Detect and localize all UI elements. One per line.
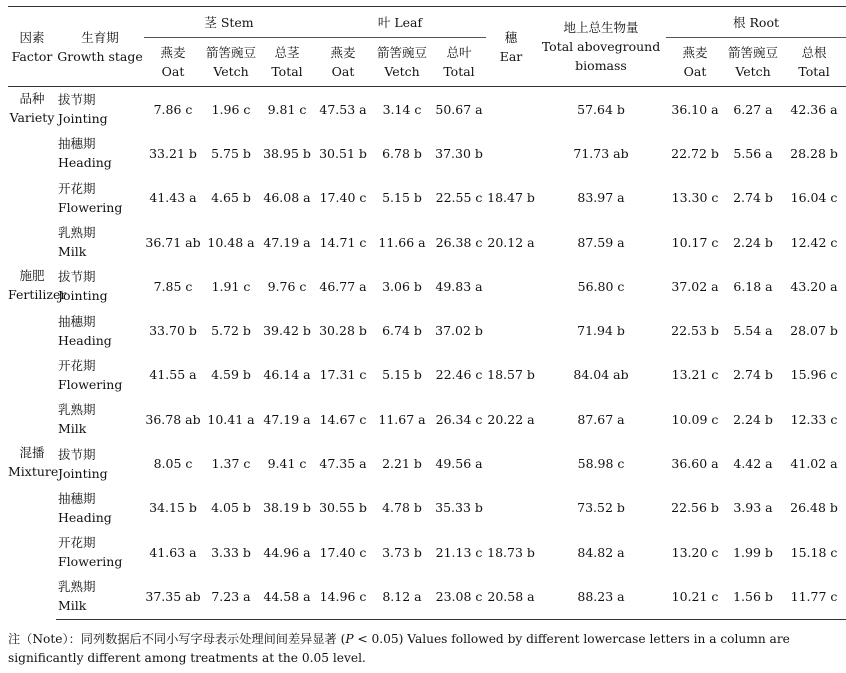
table-row (8, 220, 846, 264)
table-body (8, 87, 846, 620)
value-cell: 16.04 c (790, 190, 838, 206)
vetch-zh: 箭筈豌豆 (376, 45, 427, 60)
value-cell: 10.48 a (207, 234, 255, 250)
stage-en: Flowering (58, 376, 123, 392)
stage-zh: 抽穗期 (58, 490, 96, 506)
value-cell: 22.46 c (435, 367, 483, 383)
stage-en: Jointing (58, 288, 108, 304)
stage-en: Heading (58, 155, 112, 171)
stage-zh: 乳熟期 (58, 579, 96, 595)
value-cell: 7.86 c (153, 101, 193, 117)
note-line2: significantly different among treatments at the 0.05 level. (8, 651, 366, 665)
oat-zh: 燕麦 (160, 45, 186, 60)
value-cell: 36.71 ab (145, 234, 201, 250)
value-cell: 17.40 c (319, 544, 367, 560)
value-cell: 2.74 b (733, 190, 773, 206)
value-cell: 49.56 a (435, 456, 483, 472)
value-cell: 49.83 a (435, 278, 483, 294)
value-cell: 71.73 ab (573, 145, 629, 161)
stem-total-zh: 总茎 (274, 45, 300, 60)
value-cell: 3.06 b (382, 278, 422, 294)
note-prefix: 注（Note）：同列数据后不同小写字母表示处理间间差异显著 ( (8, 632, 346, 646)
value-cell: 44.58 a (260, 574, 314, 619)
value-cell: 20.22 a (487, 411, 535, 427)
oat-en: Oat (161, 64, 185, 79)
value-cell: 6.18 a (733, 278, 773, 294)
value-cell: 30.51 b (319, 145, 367, 161)
value-cell: 26.48 b (790, 500, 838, 516)
value-cell: 22.72 b (671, 145, 719, 161)
value-cell: 33.21 b (149, 145, 197, 161)
stage-cell (56, 220, 144, 264)
header-leaf-oat (314, 38, 372, 87)
value-cell: 13.20 c (671, 544, 719, 560)
value-cell: 4.42 a (733, 456, 773, 472)
factor-zh: 施肥 (19, 268, 45, 284)
stage-en: Milk (58, 244, 87, 260)
value-cell: 71.94 b (577, 323, 625, 339)
stage-en: Flowering (58, 554, 123, 570)
value-cell: 10.17 c (671, 234, 719, 250)
value-cell: 9.41 c (267, 456, 307, 472)
factor-en: Fertilizer (8, 287, 67, 303)
stage-cell (56, 353, 144, 397)
header-stage-en: Growth stage (57, 48, 143, 64)
value-cell: 5.72 b (211, 323, 251, 339)
value-cell: 4.65 b (211, 190, 251, 206)
value-cell: 2.74 b (733, 367, 773, 383)
stage-en: Flowering (58, 199, 123, 215)
stage-zh: 拔节期 (58, 446, 96, 462)
value-cell: 5.75 b (211, 145, 251, 161)
stage-cell (56, 486, 144, 530)
value-cell: 11.67 a (378, 411, 426, 427)
value-cell: 22.55 c (435, 190, 483, 206)
stage-cell (56, 308, 144, 352)
value-cell: 3.14 c (382, 101, 422, 117)
table-row (8, 574, 846, 619)
value-cell: 17.40 c (319, 190, 367, 206)
value-cell: 2.24 b (733, 234, 773, 250)
value-cell: 3.73 b (382, 544, 422, 560)
header-ear-zh: 穗 (504, 29, 518, 45)
header-factor (8, 7, 56, 87)
value-cell: 22.56 b (671, 500, 719, 516)
table-row (8, 264, 846, 308)
factor-cell (8, 441, 59, 619)
factor-cell (8, 87, 56, 265)
header-stage-zh: 生育期 (81, 29, 119, 45)
value-cell: 11.77 c (782, 574, 846, 619)
header-stem: 茎 Stem (144, 7, 314, 38)
vetch-en: Vetch (735, 64, 771, 79)
header-stem-oat (144, 38, 202, 87)
stage-cell (56, 441, 144, 485)
stage-cell (56, 176, 144, 220)
value-cell: 46.08 a (263, 190, 311, 206)
value-cell: 2.21 b (382, 456, 422, 472)
value-cell: 6.78 b (382, 145, 422, 161)
value-cell: 3.93 a (733, 500, 773, 516)
value-cell: 35.33 b (435, 500, 483, 516)
leaf-total-en: Total (443, 64, 475, 79)
leaf-total-zh: 总叶 (446, 45, 472, 60)
stage-zh: 拔节期 (58, 92, 96, 108)
value-cell: 37.02 a (671, 278, 719, 294)
stage-zh: 开花期 (58, 535, 96, 551)
value-cell: 20.12 a (487, 234, 535, 250)
header-biomass-en2: biomass (575, 58, 627, 73)
stage-zh: 开花期 (58, 357, 96, 373)
value-cell: 1.96 c (211, 101, 251, 117)
vetch-zh: 箭筈豌豆 (728, 45, 779, 60)
value-cell: 56.80 c (577, 278, 625, 294)
value-cell: 87.59 a (577, 234, 625, 250)
value-cell: 87.67 a (577, 411, 625, 427)
value-cell: 30.55 b (319, 500, 367, 516)
stage-en: Heading (58, 509, 112, 525)
oat-zh: 燕麦 (330, 45, 356, 60)
oat-en: Oat (331, 64, 355, 79)
table-row (8, 530, 846, 574)
data-table-container (8, 6, 838, 620)
value-cell: 39.42 b (263, 323, 311, 339)
header-biomass-en1: Total aboveground (541, 39, 661, 54)
stage-en: Jointing (58, 465, 108, 481)
value-cell: 6.27 a (733, 101, 773, 117)
vetch-en: Vetch (213, 64, 249, 79)
value-cell: 41.55 a (149, 367, 197, 383)
value-cell: 33.70 b (149, 323, 197, 339)
value-cell: 36.60 a (671, 456, 719, 472)
factor-en: Mixture (8, 464, 59, 480)
oat-en: Oat (683, 64, 707, 79)
value-cell: 13.21 c (671, 367, 719, 383)
vetch-en: Vetch (384, 64, 420, 79)
value-cell: 42.36 a (790, 101, 838, 117)
vetch-zh: 箭筈豌豆 (205, 45, 256, 60)
table-row (8, 87, 846, 132)
value-cell (486, 131, 536, 175)
value-cell: 4.05 b (211, 500, 251, 516)
table-row (8, 176, 846, 220)
table-header (8, 7, 846, 87)
stage-cell (56, 264, 144, 308)
header-root-vetch (724, 38, 782, 87)
value-cell: 9.76 c (267, 278, 307, 294)
root-total-zh: 总根 (801, 45, 827, 60)
value-cell: 14.67 c (319, 411, 367, 427)
stage-cell (56, 574, 144, 619)
header-ear (486, 7, 536, 87)
value-cell: 1.37 c (211, 456, 251, 472)
header-leaf-total (432, 38, 486, 87)
value-cell: 5.15 b (382, 367, 422, 383)
value-cell: 8.05 c (153, 456, 193, 472)
value-cell (486, 264, 536, 308)
stage-en: Heading (58, 332, 112, 348)
value-cell: 26.34 c (435, 411, 483, 427)
value-cell: 9.81 c (267, 101, 307, 117)
value-cell: 6.74 b (382, 323, 422, 339)
note-suffix: < 0.05) Values followed by different lowercase letters in a column are (353, 632, 790, 646)
value-cell: 1.56 b (724, 574, 782, 619)
value-cell: 47.53 a (319, 101, 367, 117)
value-cell: 36.78 ab (145, 411, 201, 427)
value-cell: 20.58 a (486, 574, 536, 619)
value-cell: 7.23 a (202, 574, 260, 619)
value-cell: 22.53 b (671, 323, 719, 339)
value-cell: 5.15 b (382, 190, 422, 206)
header-biomass (536, 7, 666, 87)
value-cell: 41.02 a (790, 456, 838, 472)
header-root: 根 Root (666, 7, 846, 38)
header-factor-zh: 因素 (19, 29, 45, 45)
header-stem-vetch (202, 38, 260, 87)
value-cell: 47.19 a (263, 411, 311, 427)
value-cell: 34.15 b (149, 500, 197, 516)
value-cell: 2.24 b (733, 411, 773, 427)
header-leaf: 叶 Leaf (314, 7, 486, 38)
table-row (8, 308, 846, 352)
value-cell: 46.77 a (319, 278, 367, 294)
oat-zh: 燕麦 (682, 45, 708, 60)
stage-zh: 抽穗期 (58, 136, 96, 152)
stage-en: Milk (58, 598, 87, 614)
value-cell: 12.33 c (790, 411, 838, 427)
value-cell: 28.28 b (790, 145, 838, 161)
value-cell: 47.35 a (319, 456, 367, 472)
value-cell: 28.07 b (790, 323, 838, 339)
value-cell: 46.14 a (263, 367, 311, 383)
table-row (8, 397, 846, 441)
table-row (8, 353, 846, 397)
value-cell: 37.35 ab (144, 574, 202, 619)
stage-en: Jointing (58, 111, 108, 127)
stage-cell (56, 530, 144, 574)
value-cell: 84.82 a (577, 544, 625, 560)
value-cell: 17.31 c (319, 367, 367, 383)
value-cell: 73.52 b (577, 500, 625, 516)
value-cell: 10.41 a (207, 411, 255, 427)
header-root-total (782, 38, 846, 87)
value-cell: 47.19 a (263, 234, 311, 250)
value-cell: 18.47 b (487, 190, 535, 206)
header-stage (56, 7, 144, 87)
value-cell: 7.85 c (153, 278, 193, 294)
header-factor-en: Factor (11, 48, 53, 64)
value-cell: 5.54 a (733, 323, 773, 339)
stage-cell (56, 131, 144, 175)
header-stem-total (260, 38, 314, 87)
value-cell: 26.38 c (435, 234, 483, 250)
value-cell: 10.21 c (666, 574, 724, 619)
root-total-en: Total (798, 64, 830, 79)
table-note (8, 630, 808, 668)
factor-cell (8, 264, 67, 441)
value-cell: 5.56 a (733, 145, 773, 161)
value-cell: 41.43 a (149, 190, 197, 206)
stem-total-en: Total (271, 64, 303, 79)
stage-zh: 抽穗期 (58, 313, 96, 329)
value-cell: 41.63 a (149, 544, 197, 560)
value-cell: 37.02 b (435, 323, 483, 339)
data-table (8, 6, 846, 620)
value-cell: 14.96 c (314, 574, 372, 619)
value-cell (486, 441, 536, 485)
value-cell: 58.98 c (577, 456, 625, 472)
value-cell (486, 308, 536, 352)
factor-zh: 品种 (19, 91, 45, 106)
table-row (8, 441, 846, 485)
value-cell: 18.73 b (487, 544, 535, 560)
value-cell: 4.59 b (211, 367, 251, 383)
value-cell (486, 87, 536, 132)
stage-cell (56, 87, 144, 132)
value-cell: 50.67 a (435, 101, 483, 117)
value-cell: 84.04 ab (573, 367, 629, 383)
value-cell: 10.09 c (671, 411, 719, 427)
value-cell: 18.57 b (487, 367, 535, 383)
value-cell: 36.10 a (671, 101, 719, 117)
value-cell: 1.91 c (211, 278, 251, 294)
header-leaf-vetch (372, 38, 432, 87)
value-cell: 44.96 a (263, 544, 311, 560)
value-cell: 21.13 c (435, 544, 483, 560)
value-cell: 15.96 c (790, 367, 838, 383)
stage-zh: 乳熟期 (58, 402, 96, 418)
value-cell: 11.66 a (378, 234, 426, 250)
table-row (8, 131, 846, 175)
header-ear-en: Ear (499, 48, 523, 64)
value-cell: 57.64 b (577, 101, 625, 117)
note-p-symbol: P (345, 632, 354, 646)
value-cell: 13.30 c (671, 190, 719, 206)
factor-zh: 混播 (19, 445, 45, 461)
header-biomass-zh: 地上总生物量 (563, 20, 639, 35)
factor-en: Variety (9, 110, 55, 125)
stage-zh: 乳熟期 (58, 225, 96, 241)
stage-cell (56, 397, 144, 441)
stage-zh: 开花期 (58, 180, 96, 196)
value-cell: 23.08 c (432, 574, 486, 619)
table-row (8, 486, 846, 530)
value-cell: 8.12 a (372, 574, 432, 619)
value-cell: 83.97 a (577, 190, 625, 206)
value-cell: 38.95 b (263, 145, 311, 161)
header-root-oat (666, 38, 724, 87)
value-cell: 38.19 b (263, 500, 311, 516)
value-cell: 4.78 b (382, 500, 422, 516)
value-cell: 15.18 c (790, 544, 838, 560)
value-cell: 43.20 a (790, 278, 838, 294)
value-cell: 3.33 b (211, 544, 251, 560)
value-cell: 14.71 c (319, 234, 367, 250)
value-cell: 12.42 c (790, 234, 838, 250)
stage-zh: 拔节期 (58, 269, 96, 285)
stage-en: Milk (58, 421, 87, 437)
value-cell: 30.28 b (319, 323, 367, 339)
value-cell (486, 486, 536, 530)
value-cell: 37.30 b (435, 145, 483, 161)
value-cell: 88.23 a (536, 574, 666, 619)
value-cell: 1.99 b (733, 544, 773, 560)
